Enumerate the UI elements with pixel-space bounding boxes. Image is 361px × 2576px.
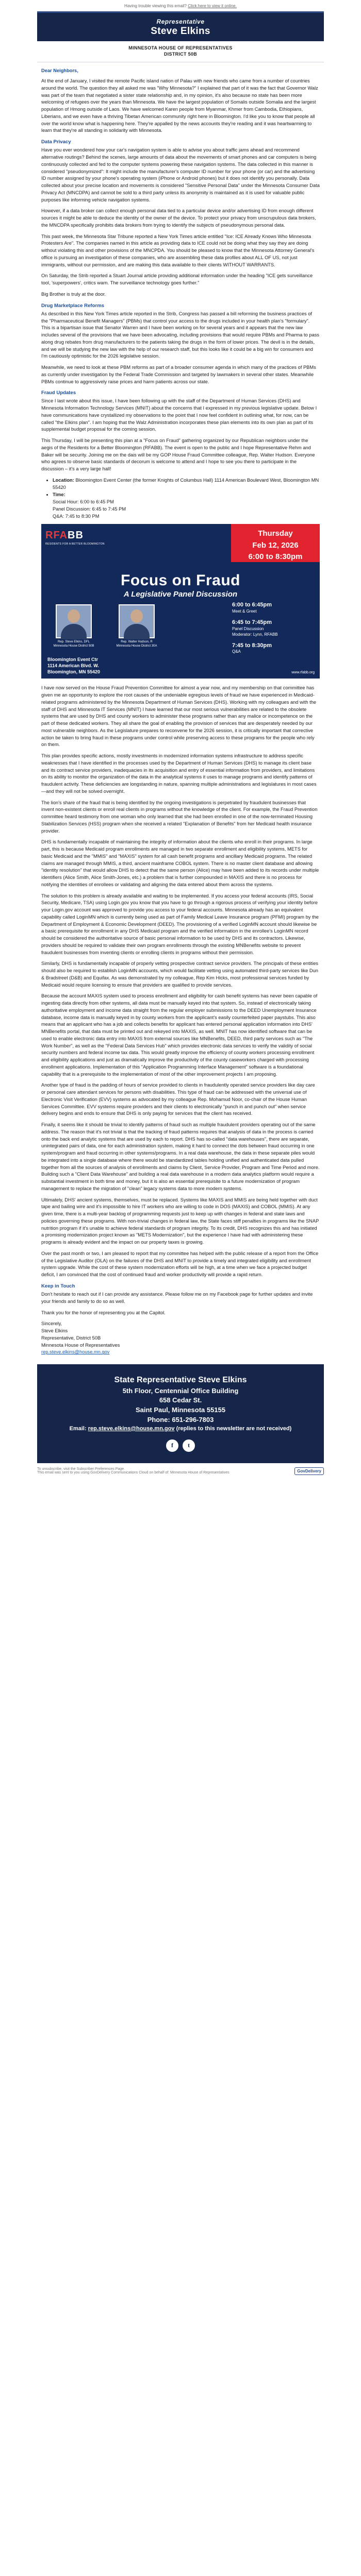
section-title-fraud-updates: Fraud Updates [41, 390, 76, 396]
district-banner [37, 41, 324, 62]
event-location-value: Bloomington Event Center (the former Knights of Columbus Hall) 1114 American Boulevard West, Bloomington MN 55420 [53, 477, 319, 490]
event-time [53, 492, 320, 520]
flyer-url: www.rfabb.org [291, 671, 315, 675]
signoff-body: Minnesota House of Representatives [41, 1342, 120, 1348]
footer-phone: Phone: 651-296-7803 [147, 1416, 214, 1424]
facebook-icon[interactable]: f [166, 1439, 178, 1452]
footer-address-line: 658 Cedar St. [159, 1396, 202, 1404]
footer-email-link[interactable]: rep.steve.elkins@house.mn.gov [88, 1425, 175, 1432]
data-privacy-paragraph: Big Brother is truly at the door. [41, 291, 106, 297]
signoff-title: Representative, District 50B [41, 1335, 101, 1341]
footer-title: State Representative Steve Elkins [114, 1376, 247, 1385]
fraud-plan-paragraph: I have now served on the House Fraud Prevention Committee for almost a year now, and my membership on that committee has given me an opportunity to explore the root causes of the undeniable egregious levels of fraud we have experienced in Medicaid-related programs administered by the Minnesota Department of Human Services (DHS). Working with my colleagues and with the staff of DHS and Minnesota IT Services (MNIT) I have learned that our most serious vulnerabilities are related to the obsolete systems that are used by DHS and county workers to administer these programs rather than any malice or incompetence on the part of these dedicated workers. They all share the goal of enabling the provision of services that are desperately needed by our most vulnerable neighbors. As the Legislature prepares to reconvene for the 2026 session, it is critically important that corrective action be taken to bring fraud in these programs under control while preserving access to these programs for the people who rely on them. [41, 685, 317, 748]
flyer-subtitle: A Legislative Panel Discussion [123, 590, 238, 599]
flyer-schedule-item: 6:00 to 6:45pm Meet & Greet [232, 602, 272, 614]
fraud-paragraph: This Thursday, I will be presenting this plan at a "Focus on Fraud" gathering organized by our Republican neighbors under the aegis of the Residents for a Better Bloomington (RFABB). The event is open to the public and I hope Representative Rehm and Baker will be security. Joining me on the dais will be my GOP House Fraud Committee colleague, Rep. Walter Hudson. Everyone who agrees to observe basic standards of decorum is welcome to attend and I hope to see you there to participate in the discussion – it's a very large hall! [41, 438, 315, 472]
fraud-plan-paragraph: DHS is fundamentally incapable of maintaining the integrity of information about the clients who enroll in their programs. In large part, this is because Medicaid program enrollments are managed in two separate enrollment and eligibility systems, METS for basic Medicaid and the "MMIS" and "MAXIS" system for all cash benefit programs and ancillary Medicaid programs. The related claims are managed through MMIS, a third, ancient mainframe COBOL system. There is no master client database and allowing "identity resolution" that would allow DHS to detect that the same person (Alice) may have been added to its records under multiple identifiers (Alice Smith, Alice Smith-Jones, etc.) a problem that is further compounded in MAXIS and there is no process for notifying the identities of enrollees or validating and aligning the data entered about them across the systems. [41, 839, 319, 887]
panelist-caption: Rep. Steve Elkins, DFL Minnesota House District 50B [53, 640, 94, 648]
fraud-paragraph: Since I last wrote about this issue, I have been following up with the staff of the Department of Human Services (DHS) and Minnesota Information Technology Services (MNIT) about the concerns that I expressed in my previous legislative update. Below I have communications have crystallized my observations to the point that I now feel confident in outlining what, for now, can be called "the Elkins plan". I am hoping that the Walz Administration incorporates these plan elements into its own plan as part of its supplemental budget proposal for the coming session. [41, 398, 317, 432]
flyer-title: Focus on Fraud [121, 572, 240, 589]
rfabb-logo [45, 528, 118, 547]
event-details [53, 477, 320, 520]
intro-paragraph: At the end of January, I visited the remote Pacific island nation of Palau with new friends who came from a number of countries around the world. The question they all asked me was "Why Minnesota?" I explained that part of it was the fact that Governor Walz was part of the team that negotiated a sister state relationship and, in my opinion, it's also because no state has been more welcoming of refugees over the years than Minnesota. We have the largest population of Somalis outside Somalia and the largest population of Hmong outside of Laos. We have welcomed Karen people from Myanmar, Khmer from Cambodia, Ethiopians, Liberians, and we even have a thriving Tibetan American community right here in Bloomington. I'd like you to know that people all over the world know what is happening here. They're appalled by the news accounts they're reading and it was heartwarming to learn that they're all standing in solidarity with Minnesota. [41, 78, 318, 133]
fraud-plan-paragraph: Finally, it seems like it should be trivial to identify patterns of fraud such as multiple fraudulent providers operating out of the same address. The reason that it's not trivial is that the tracking of fraud patterns requires that analysis of data in the process is carried onto the back end analytic systems that are used by each to report. DHS has so-called "data warehouses", there are separate, unintegrated pairs of data, one for each administration system, making it hard to connect the dots between fraud occurring in one system/program and fraud occurring in other systems/programs. In a real data warehouse, the data in these separate piles would be integrated into a single database where there would be standardized tables holding unified and authenticated data pulled together from all the sources of analysis of enrollments and claims by Client, Service Provider, Program and Time Period and more. Building such a "Client Data Warehouse" and building a real data warehouse in a modern data analytics platform would require a substantial investment in both time and money, but it is also an essential prerequisite to a future modernization of program management to replace the migration of "clean" legacy systems data to more modern systems. [41, 1122, 320, 1191]
flyer-date: Feb 12, 2026 [252, 540, 299, 550]
signoff-closing: Sincerely, [41, 1321, 62, 1327]
flyer-venue: Bloomington Event Ctr 1114 American Blvd. W. Bloomington, MN 55420 [47, 657, 101, 674]
event-location-label: Location: [53, 477, 74, 483]
data-privacy-paragraph: However, if a data broker can collect enough personal data tied to a particular device and/or advertising ID from enough different sources it might be able to deduce the identity of the owner of the device. To protect your privacy from unscrupulous data brokers, the MNCDPA specifically prohibits data brokers from trying to identify the subjects of pseudonymous personal data. [41, 208, 316, 228]
unsubscribe-bar [0, 1463, 361, 1479]
rfabb-logo-tagline: RESIDENTS FOR A BETTER BLOOMINGTON [45, 543, 105, 546]
flyer-day: Thursday [258, 529, 293, 538]
govdelivery-logo: GovDelivery [294, 1467, 324, 1475]
event-location [53, 477, 320, 492]
event-time-line: Q&A: 7:45 to 8:30 PM [53, 513, 100, 519]
flyer-schedule-item: 7:45 to 8:30pm Q&A [232, 642, 272, 654]
panelist-caption: Rep. Walter Hudson, R Minnesota House District 30A [116, 640, 157, 648]
signoff-name: Steve Elkins [41, 1328, 68, 1334]
fraud-plan-paragraph: Ultimately, DHS' ancient systems, themselves, must be replaced. Systems like MAXIS and MMIS are being held together with duct tape and bailing wire and it's impossible to hire IT workers who are willing to code in DOS (MAXIS) and COBOL (MMIS). At any given time, there is a multi-year backlog of programming requests just to keep up with changes in federal and state laws and policies governing these programs. With non-trivial changes in federal law, the State faces stiff penalties in programs like the SNAP nutrition program if it's unable to achieve federal standards of program integrity. To its credit, DHS recognizes this and has initiated a promising modernization project known as "METS Modernization", but the experience I have had with administering these programs is already evident and the impact on our property taxes is growing. [41, 1197, 319, 1245]
focus-on-fraud-flyer[interactable] [41, 524, 320, 679]
header-name: Steve Elkins [151, 26, 210, 37]
data-privacy-paragraph: Have you ever wondered how your car's navigation system is able to advise you about traffic jams ahead and recommend alternative routings? Behind the scenes, large amounts of data about the movements of smart phones and car computers is being continuously collected and fed to the computer systems powering these navigation systems. The data collected in this manner is considered "pseudonymized": It might include the manufacturer's computer ID number for your phone (or car) and the advertising ID number assigned by your phone's operating system (iPhone or Android phones) but it does not identify you personally. Data collected about your precise location and movements is considered "Sensitive Personal Data" under the Minnesota Consumer Data Privacy Act (MNCDPA) and cannot be sold to a third party unless its anonymity is maintained as it is used for valuable public purposes like informing vehicle navigation systems. [41, 147, 320, 202]
view-online-text: Having trouble viewing this email? [124, 4, 187, 8]
drug-reforms-paragraph: Meanwhile, we need to look at these PBM reforms as part of a broader consumer agenda in which many of the practices of PBMs as currently under investigation by the Federal Trade Commission and targeted by lawmakers in several other states. Meanwhile PBMs continue to aggressively raise prices and harm patients across our state. [41, 365, 316, 384]
district-line-1: MINNESOTA HOUSE OF REPRESENTATIVES [128, 45, 233, 50]
newsletter-footer [37, 1364, 324, 1463]
drug-reforms-paragraph: As described in this New York Times article reported in the Strib, Congress has passed a bill reforming the business practices of the "Pharmaceutical Benefit Managers" (PBMs) that control your access to the drugs included in your health plan's "formulary". This is a bipartisan issue that Senator Warren and I have been working on for several years and it appears that the new law includes several of the provisions that we have been advocating, including provisions that would require PBMs and Pharma to pass along drug rebates from drug manufacturers to the patients taking the drugs in the form of lower prices. The devil is in the details, and we will be studying the new law with the help of our research staff, but this looks like it could be a big win for consumers and I'm cautiously optimistic for the 2026 legislative session. [41, 311, 320, 359]
thanks-paragraph: Thank you for the honor of representing you at the Capitol. [41, 1310, 166, 1315]
fraud-plan-paragraph: The lion's share of the fraud that is being identified by the ongoing investigations is perpetrated by fraudulent businesses that invent non-existent clients or enroll real clients in programs without the knowledge of the client. For example, the Fraud Prevention committee heard testimony from one woman who only learned that she had been enrolled in one of the now-terminated Housing Stabilization Services (HSS) program when she received a related "Explanation of Benefits" from her Medicaid health insurance provider. [41, 800, 318, 834]
salutation: Dear Neighbors, [41, 68, 78, 74]
signoff-email-link[interactable]: rep.steve.elkins@house.mn.gov [41, 1349, 110, 1355]
section-title-keep-in-touch: Keep in Touch [41, 1283, 75, 1289]
footer-address-line: Saint Paul, Minnesota 55155 [135, 1406, 226, 1414]
fraud-plan-paragraph: This plan provides specific actions, mostly investments in modernized information systems infrastructure to address specific weaknesses that I have identified in the processes used by the Department of Human Services (DHS) to manage its client base and its contract service providers, inadequacies in its acquisition and entry of essential information from providers, and limitations on its ability to monitor the organization of the data in the analytical systems it uses to manage programs and identify patterns of fraudulent activity. These deficiencies are longstanding in nature, spanning multiple administrations and legislatures in most cases—and they will not be solved overnight. [41, 753, 317, 794]
fraud-plan-paragraph: The solution to this problem is already available and waiting to be implemented. If you access your federal accounts (IRS, Social Security, Medicare, TSA) using Login.gov you know that you have to go through a rigorous process of verifying your identity before your Login.gov account was approved to provide you access to your federal accounts. Minnesota already has an equivalent capability called LoginMN which is currently being used as part of Family Medical Leave Insurance program (PFMI) program by the Department of Employment & Economic Development (DEED). The provisioning of a verified LoginMN account should likewise be a basic prerequisite for enrollment in any DHS Medicaid program and the verified information in the enrollee's LoginMN record should be considered the authoritative source of basic personal information to be used by DHS and its contractors. Likewise, providers should be required to validate their own program enrollments through the existing MNBenefits website to prevent fraudulent businesses from inventing clients or enrolling clients in programs without their permission. [41, 893, 319, 955]
view-online-bar [0, 0, 361, 11]
flyer-schedule [232, 601, 315, 659]
district-line-2: DISTRICT 50B [163, 51, 198, 57]
flyer-time: 6:00 to 8:30pm [248, 552, 303, 561]
data-privacy-paragraph: This past week, the Minnesota Star Tribune reported a New York Times article entitled "Ice: ICE Already Knows Who Minnesota Protesters Are". The companies named in this article as providing data to ICE could not be doing what they say they are doing without violating this and other provisions of the MNCPDA. You should be pleased to know that the Minnesota Attorney General's office is pursuing an investigation of these companies, who are assembling these data profiles about ALL OF US, not just immigrants, without our permission, and are making this data available to their clients WITHOUT WARRANTS. [41, 233, 315, 267]
newsletter-header [37, 11, 324, 41]
event-time-line: Panel Discussion: 6:45 to 7:45 PM [53, 506, 126, 512]
fraud-plan-paragraph: Over the past month or two, I am pleased to report that my committee has helped with the public release of a report from the Office of the Legislative Auditor (OLA) on the failures of the DHS and MNIT to provide a timely and integrated eligibility and enrollment system upgrade. While the cost of these system modernization efforts will be high, at a time when we face a projected budget deficit, I am convinced that the cost of continued fraud and worker productivity will provide a rapid return. [41, 1250, 319, 1278]
signoff [41, 1320, 320, 1356]
data-privacy-paragraph: On Saturday, the Strib reported a Stuart Journal article providing additional information under the heading "ICE gets surveillance tool, 'superpowers', critics warn. The surveillance technology goes further." [41, 273, 313, 286]
footer-email: Email: rep.steve.elkins@house.mn.gov (replies to this newsletter are not received) [69, 1425, 292, 1432]
event-time-line: Social Hour: 6:00 to 6:45 PM [53, 499, 114, 505]
event-time-label: Time: [53, 492, 65, 498]
panelist-photo [56, 604, 92, 638]
header-role: Representative [156, 18, 205, 25]
section-title-drug-reforms: Drug Marketplace Reforms [41, 302, 105, 309]
flyer-schedule-item: 6:45 to 7:45pm Panel Discussion Moderator: Lynn, RFABB [232, 619, 278, 637]
social-links [42, 1439, 319, 1452]
newsletter-body [37, 62, 324, 1361]
fraud-plan-paragraph: Similarly, DHS is fundamentally incapable of properly vetting prospective contract service providers. The principals of these entities should also be required to establish LoginMN accounts, which would facilitate vetting using automated third-party services like Dun & Bradstreet (D&B) and Equifax. As was demonstrated by my colleague, Rep Kim Hicks, most professional services funded by Medicaid would require licensing to ensure that providers are qualified to provide services. [41, 961, 319, 988]
section-title-data-privacy: Data Privacy [41, 139, 71, 145]
rfabb-logo-text: RFABB [45, 530, 84, 541]
view-online-link[interactable]: Click here to view it online. [188, 4, 237, 8]
footer-address-line: 5th Floor, Centennial Office Building [122, 1386, 239, 1395]
flyer-date-box [231, 524, 320, 562]
twitter-icon[interactable]: t [183, 1439, 195, 1452]
keep-in-touch-paragraph: Don't hesitate to reach out if I can provide any assistance. Please follow me on my Facebook page for further updates and invite your friends and family to do so as well. [41, 1292, 313, 1304]
newsletter-card [37, 11, 324, 1463]
fraud-plan-paragraph: Because the account MAXIS system used to process enrollment and eligibility for cash benefit systems has never been capable of ingesting data directly from other systems, all data must be manually keyed into that system. So, instead of electronically taking authoritative employment and income data straight from the regular employer submissions to the DEED Unemployment Insurance database, income data is manually keyed in by county workers from the applicant's easily counterfeited paper paystubs. This also means that an applicant who has a job and collects benefits for applicant has entered personal application information into DHS' MNBenefits portal, that data must be printed out and rekeyed into MAXIS, as well. MNIT has now identified software that can be used to enable electronic data entry into MAXIS from external sources like MNBenefits, DEED, third party services such as "The Work Number", as well as the "Federal Data Services Hub" which provides electronic data services to verify the validity of social security numbers and federal income tax data. This would greatly improve the efficiency of county workers processing enrollment and eligibility applications and just as dramatically improve the productivity of the county caseworkers charged with processing enrollment applications. Implementation of this "Application Programming Interface Management" software is a foundational capability that is a prerequisite to the implementation of most of the other improvement projects I am proposing. [41, 993, 318, 1077]
unsubscribe-text: To unsubscribe, visit the Subscriber Preferences Page. This email was sent to you using GovDelivery Communications Cloud on behalf of: Minnesota House of Representatives [37, 1467, 229, 1475]
panelist-photo [119, 604, 155, 638]
fraud-plan-paragraph: Another type of fraud is the padding of hours of service provided to clients in fraudulently operated service providers like day care or personal care attendant services for persons with disabilities. This type of fraud can be addressed with the universal use of Electronic Visit Verification (EVV) systems as advocated by my colleague Rep. Mohamud Noor, co-chair of the House Human Services Committee. EVV systems require providers and their clients to electronically "punch in and punch out" when service delivery begins and ends to ensure that DHS is only paying for services that the client has received. [41, 1082, 315, 1116]
